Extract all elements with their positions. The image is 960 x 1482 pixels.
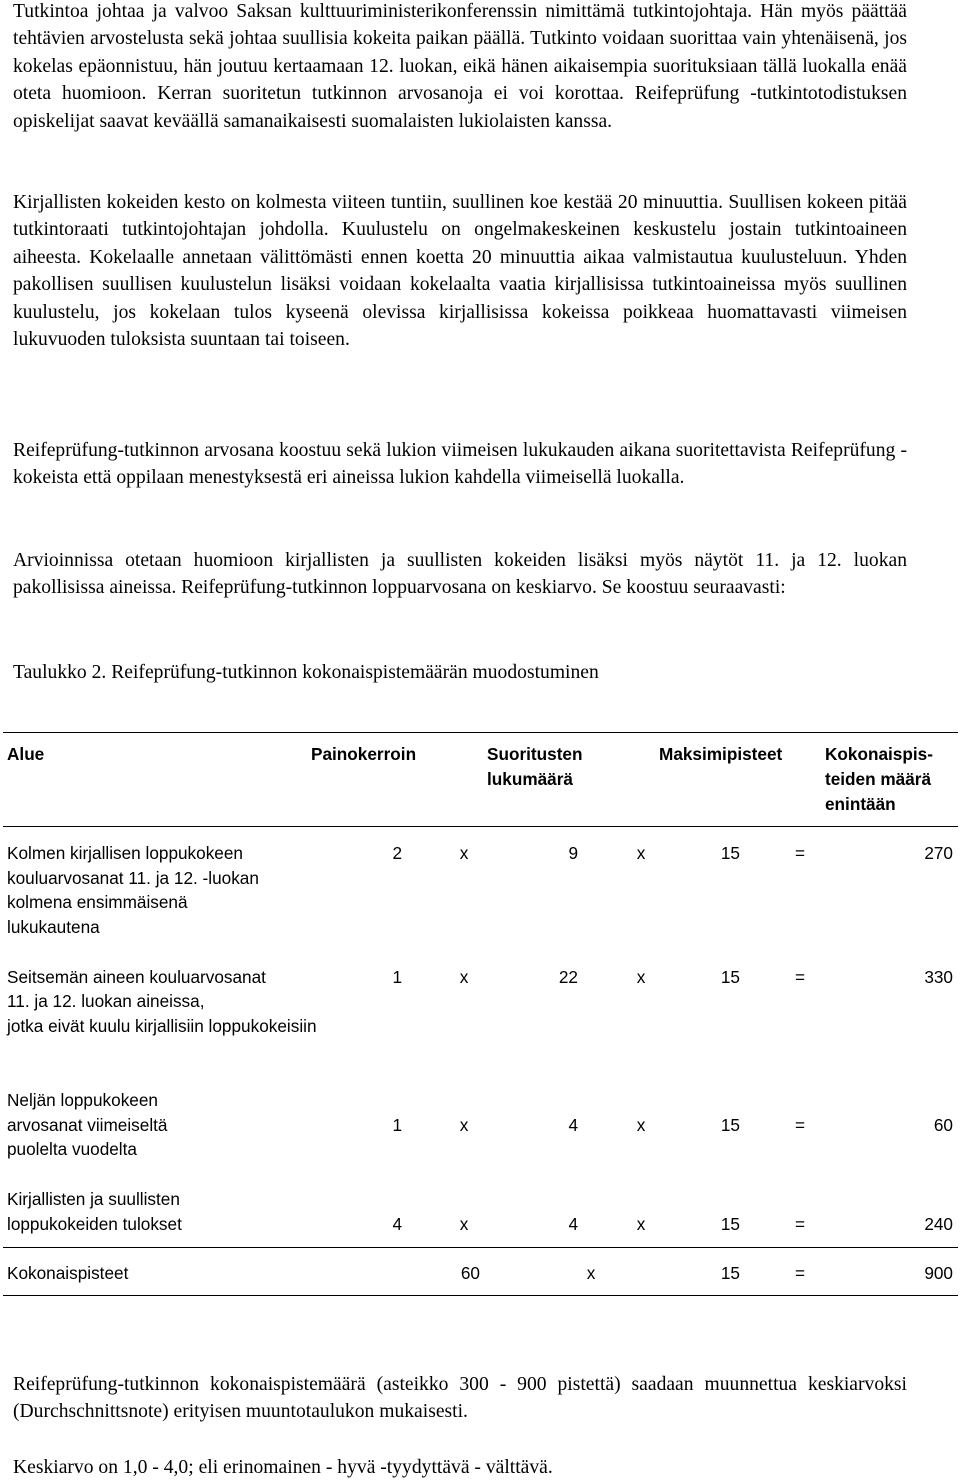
table-header-rule	[3, 826, 958, 827]
row-times-sign: x	[636, 1115, 646, 1135]
header-kokonais-3: enintään	[825, 794, 896, 814]
row-label-line: Neljän loppukokeen	[7, 1090, 158, 1110]
paragraph-exam-duration: Kirjallisten kokeiden kesto on kolmesta viiteen tuntiin, suullinen koe kestää 20 minuuttia. Suullisen kokeen pitää tutkintoraati tutkintojohtajan johdolla. Kuulustelu on ongelmakeskeinen keskustelu jostain tutkintoaineen aiheesta. Kokelaalle annetaan välittömästi ennen koetta 20 minuuttia aikaa valmistautua kuulusteluun. Yhden pakollisen suullisen kuulustelun lisäksi voidaan kokelaalta vaatia kirjallisissa tutkintoaineissa myös suullinen kuulustelu, jos kokelaan tulos kyseenä olevissa kirjallisissa kokeissa poikkeaa huomattavasti viimeisen lukuvuoden tuloksista suuntaan tai toiseen.	[13, 192, 907, 351]
row-label-line: Seitsemän aineen kouluarvosanat	[7, 967, 266, 987]
row-total: 60	[933, 1115, 953, 1135]
header-painokerroin: Painokerroin	[311, 744, 417, 764]
row-times-sign: x	[636, 843, 646, 863]
table-top-rule	[3, 732, 958, 733]
table-bottom-rule	[3, 1295, 958, 1296]
header-suoritusten-2: lukumäärä	[487, 769, 573, 789]
row-label-line: puolelta vuodelta	[7, 1139, 137, 1159]
row-times-sign: x	[636, 967, 646, 987]
row-max-points: 15	[720, 1115, 740, 1135]
row-max-points: 15	[720, 967, 740, 987]
row-equals-sign: =	[794, 1263, 806, 1283]
row-weight: 60	[460, 1263, 480, 1283]
row-label-line: kouluarvosanat 11. ja 12. -luokan	[7, 868, 259, 888]
row-weight: 4	[392, 1214, 402, 1234]
row-times-sign: x	[459, 843, 469, 863]
row-times-sign: x	[586, 1263, 596, 1283]
paragraph-grade-scale: Keskiarvo on 1,0 - 4,0; eli erinomainen - hyvä -tyydyttävä - välttävä.	[13, 1457, 553, 1478]
row-equals-sign: =	[794, 843, 806, 863]
row-max-points: 15	[720, 1263, 740, 1283]
paragraph-grade-composition: Reifeprüfung-tutkinnon arvosana koostuu sekä lukion viimeisen lukukauden aikana suoritettavista Reifeprüfung -kokeista että oppilaan menestyksestä eri aineissa lukion kahdella viimeisellä luokalla.	[13, 440, 907, 489]
header-kokonais-1: Kokonaispis-	[825, 744, 933, 764]
header-alue: Alue	[7, 744, 45, 764]
header-maksimipisteet: Maksimipisteet	[659, 744, 783, 764]
row-weight: 1	[392, 1115, 402, 1135]
row-max-points: 15	[720, 1214, 740, 1234]
row-equals-sign: =	[794, 1214, 806, 1234]
row-label-line: Kolmen kirjallisen loppukokeen	[7, 843, 243, 863]
row-label-line: lukukautena	[7, 917, 100, 937]
row-label-line: Kokonaispisteet	[7, 1263, 129, 1283]
paragraph-exam-administration: Tutkintoa johtaa ja valvoo Saksan kulttuuriministerikonferenssin nimittämä tutkintojohtaja. Hän myös päättää tehtävien arvostelusta sekä johtaa suullisia kokeita paikan päällä. Tutkinto voidaan suorittaa vain yhtenäisenä, jos kokelas epäonnistuu, hän joutuu kertaamaan 12. luokan, eikä hänen aikaisempia suorituksiaan tällä luokalla enää oteta huomioon. Kerran suoritetun tutkinnon arvosanoja ei voi korottaa. Reifeprüfung -tutkintotodistuksen opiskelijat saavat keväällä samanaikaisesti suomalaisten lukiolaisten kanssa.	[13, 1, 907, 132]
row-times-sign: x	[459, 967, 469, 987]
row-equals-sign: =	[794, 1115, 806, 1135]
row-total: 240	[924, 1214, 953, 1234]
row-label-line: kolmena ensimmäisenä	[7, 892, 188, 912]
row-label-line: jotka eivät kuulu kirjallisiin loppukokeisiin	[7, 1016, 317, 1036]
row-total: 270	[924, 843, 953, 863]
row-max-points: 15	[720, 843, 740, 863]
paragraph-assessment: Arvioinnissa otetaan huomioon kirjallisten ja suullisten kokeiden lisäksi myös näytöt 11. ja 12. luokan pakollisissa aineissa. Reifeprüfung-tutkinnon loppuarvosana on keskiarvo. Se koostuu seuraavasti:	[13, 550, 907, 599]
table-total-rule	[3, 1247, 958, 1248]
paragraph-conversion: Reifeprüfung-tutkinnon kokonaispistemäärä (asteikko 300 - 900 pistettä) saadaan muunnettua keskiarvoksi (Durchschnittsnote) erityisen muuntotaulukon mukaisesti.	[13, 1374, 907, 1423]
header-kokonais-2: teiden määrä	[825, 769, 932, 789]
row-total: 330	[924, 967, 953, 987]
row-label-line: 11. ja 12. luokan aineissa,	[7, 991, 205, 1011]
row-times-sign: x	[636, 1214, 646, 1234]
row-label-line: Kirjallisten ja suullisten	[7, 1189, 180, 1209]
row-count: 22	[558, 967, 578, 987]
row-label-line: loppukokeiden tulokset	[7, 1214, 182, 1234]
header-suoritusten-1: Suoritusten	[487, 744, 583, 764]
row-equals-sign: =	[794, 967, 806, 987]
row-count: 4	[568, 1214, 578, 1234]
row-count: 9	[568, 843, 578, 863]
row-weight: 1	[392, 967, 402, 987]
row-count: 4	[568, 1115, 578, 1135]
table-caption: Taulukko 2. Reifeprüfung-tutkinnon kokonaispistemäärän muodostuminen	[13, 662, 599, 683]
row-times-sign: x	[459, 1214, 469, 1234]
row-total: 900	[924, 1263, 953, 1283]
row-times-sign: x	[459, 1115, 469, 1135]
row-weight: 2	[392, 843, 402, 863]
row-label-line: arvosanat viimeiseltä	[7, 1115, 168, 1135]
